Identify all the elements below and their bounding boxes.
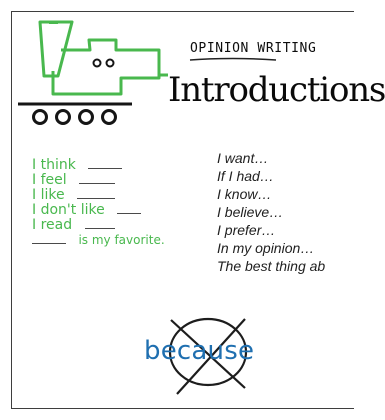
blank-line [117,213,141,214]
sentence-starter [32,158,222,173]
opinion-prompts [217,150,325,276]
sentence-starters [32,158,222,248]
blank-line [32,243,66,244]
anchor-chart [11,11,385,409]
blank-line [88,168,122,169]
prompt-item: I prefer… [217,222,276,238]
chart-header: OPINION WRITING [190,41,317,56]
sentence-starter-label: I like [32,187,65,203]
train-illustration [12,12,192,152]
sentence-starter [32,188,222,203]
prompt-item: If I had… [217,168,274,184]
sentence-starter-label: I think [32,157,76,173]
prompt-item: I want… [217,150,269,166]
blank-line [77,198,115,199]
sentence-starter-label: I feel [32,172,67,188]
blank-line [79,183,115,184]
header-underline [190,58,340,68]
crossed-word: because [144,336,255,366]
prompt-item: I believe… [217,204,284,220]
sentence-starter [32,218,222,233]
prompt-item: The best thing ab [217,258,326,274]
sentence-starter [32,203,222,218]
favorite-phrase: is my favorite. [78,233,165,247]
blank-line [85,228,115,229]
chart-title: Introductions [168,70,385,110]
prompt-item: In my opinion… [217,240,315,256]
sentence-starter-label: I read [32,217,73,233]
sentence-starter-label: I don't like [32,202,105,218]
favorite-line [32,233,222,248]
sentence-starter [32,173,222,188]
prompt-item: I know… [217,186,272,202]
